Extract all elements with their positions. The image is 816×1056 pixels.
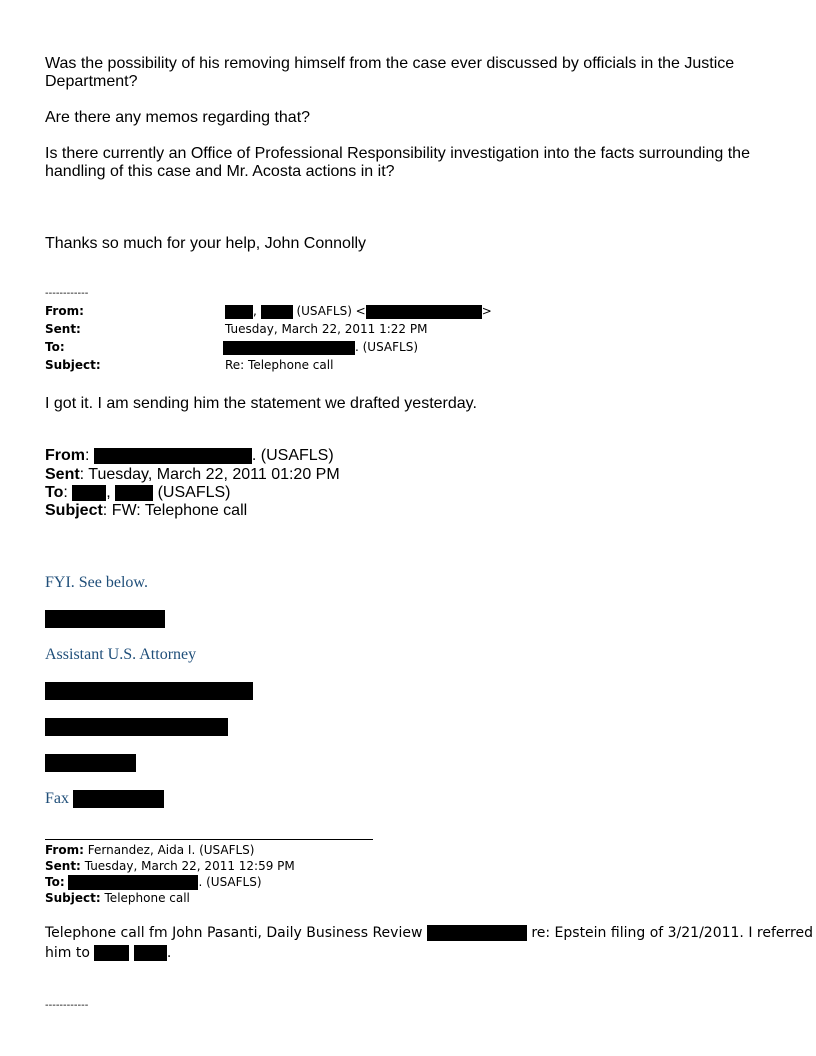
- fax-label: Fax: [45, 790, 69, 807]
- to-label: To:: [45, 340, 65, 354]
- to-label: To:: [45, 875, 65, 889]
- sent-value: Tuesday, March 22, 2011 1:22 PM: [225, 322, 428, 336]
- subject-line: [45, 889, 190, 907]
- redaction: [94, 945, 129, 961]
- question-recusal: Was the possibility of his removing himself from the case ever discussed by officials in the Justice Department?: [45, 55, 735, 90]
- redaction: [427, 925, 527, 941]
- from-label: From:: [45, 304, 84, 318]
- from-value: Fernandez, Aida I. (USAFLS): [87, 843, 255, 857]
- to-value: [223, 338, 418, 356]
- separator: ------------: [45, 288, 89, 299]
- to-org: . (USAFLS): [355, 340, 419, 354]
- sent-value: : Tuesday, March 22, 2011 01:20 PM: [79, 466, 340, 483]
- sent-label: Sent:: [45, 859, 81, 873]
- end-separator: ------------: [45, 1000, 89, 1011]
- question-opr: Is there currently an Office of Professional Responsibility investigation into the facts surrounding the handling of this case and Mr. Acosta actions in it?: [45, 145, 750, 180]
- redaction: [225, 305, 253, 319]
- subject-label: Subject:: [45, 358, 101, 372]
- to-label: To: [45, 484, 64, 501]
- question-memos: Are there any memos regarding that?: [45, 109, 311, 126]
- subject-value: : FW: Telephone call: [102, 502, 248, 519]
- redaction: [94, 448, 252, 464]
- signature-title: Assistant U.S. Attorney: [45, 646, 197, 663]
- redaction: [72, 485, 106, 501]
- message-text: .: [166, 945, 172, 961]
- message-text: Telephone call fm John Pasanti, Daily Business Review: [45, 925, 423, 941]
- redaction: [115, 485, 153, 501]
- redaction: [261, 305, 293, 319]
- to-org: (USAFLS): [157, 484, 231, 501]
- message-text: him to: [45, 945, 90, 961]
- redaction: [45, 718, 228, 736]
- subject-value: Telephone call: [104, 891, 190, 905]
- redaction: [45, 682, 253, 700]
- from-org: . (USAFLS): [251, 447, 334, 464]
- redaction: [73, 790, 164, 808]
- subject-line: [45, 502, 247, 520]
- redaction: [45, 610, 165, 628]
- sent-label: Sent:: [45, 322, 81, 336]
- from-line: From: . (USAFLS): [45, 447, 334, 464]
- from-org: (USAFLS) <: [296, 304, 366, 318]
- redaction: [366, 305, 482, 319]
- from-label: From:: [45, 843, 84, 857]
- reply-text: I got it. I am sending him the statement we drafted yesterday.: [45, 395, 477, 412]
- from-value: , (USAFLS) < >: [225, 302, 492, 320]
- sent-line: [45, 466, 340, 484]
- fax-line: [45, 790, 164, 808]
- message-text: re: Epstein filing of 3/21/2011. I referred: [531, 925, 813, 941]
- fyi-text: FYI. See below.: [45, 574, 148, 591]
- divider: [45, 839, 373, 840]
- redaction: [68, 875, 198, 890]
- message-line-2: [45, 943, 171, 963]
- from-close: >: [481, 304, 492, 318]
- redaction: [223, 341, 355, 355]
- redaction: [134, 945, 167, 961]
- to-org: . (USAFLS): [198, 875, 262, 889]
- message-line-1: [45, 923, 813, 943]
- to-line: To: , (USAFLS): [45, 484, 231, 501]
- from-label: From: [45, 447, 85, 464]
- signoff: Thanks so much for your help, John Connolly: [45, 235, 367, 252]
- redaction: [45, 754, 136, 772]
- subject-label: Subject:: [45, 891, 101, 905]
- subject-label: Subject: [45, 502, 103, 519]
- sent-label: Sent: [45, 466, 80, 483]
- subject-value: Re: Telephone call: [225, 358, 334, 372]
- sent-value: Tuesday, March 22, 2011 12:59 PM: [84, 859, 295, 873]
